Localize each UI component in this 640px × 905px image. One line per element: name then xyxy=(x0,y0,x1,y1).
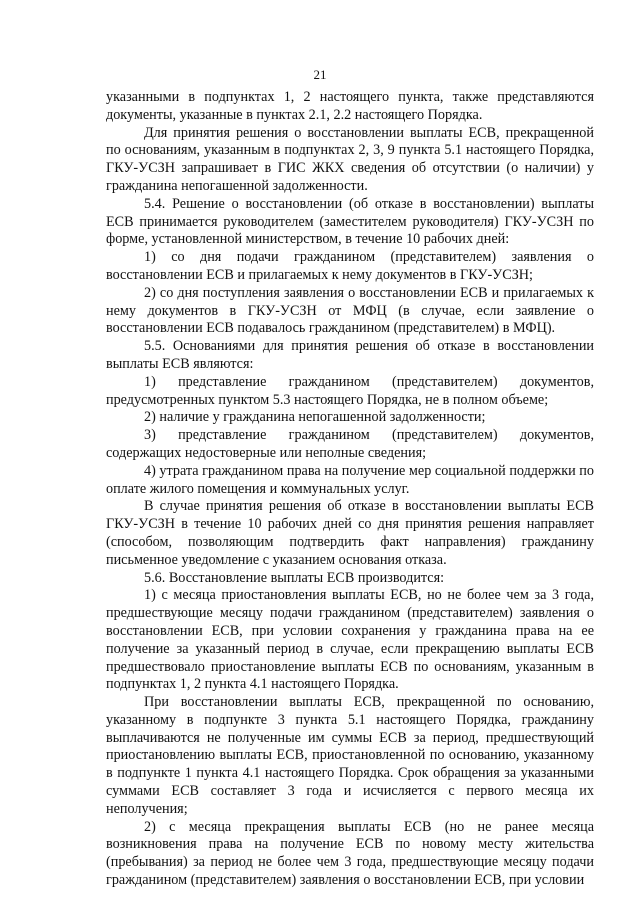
paragraph-continuation: указанными в подпунктах 1, 2 настоящего пункта, также представляются документы, указанные в пунктах 2.1, 2.2 настоящего Порядка. xyxy=(106,89,594,123)
paragraph-gis-request: Для принятия решения о восстановлении выплаты ЕСВ, прекращенной по основаниям, указанным в подпунктах 2, 3, 9 пункта 5.1 настоящего Порядка, ГКУ-УСЗН запрашивает в ГИС ЖКХ сведения об отсутствии (о наличии) у гражданина непогашенной задолженности. xyxy=(106,124,594,194)
paragraph-5-6-item-1: 1) с месяца приостановления выплаты ЕСВ, но не более чем за 3 года, предшествующие месяцу подачи гражданином (представителем) заявления о восстановлении ЕСВ, при условии сохранения у гражданина права на ее получение за указанный период в случае, если прекращению выплаты ЕСВ предшествовало приостановление выплаты ЕСВ по основаниям, указанным в подпунктах 1, 2 пункта 4.1 настоящего Порядка. xyxy=(106,587,594,693)
paragraph-5-6: 5.6. Восстановление выплаты ЕСВ производится: xyxy=(144,569,445,586)
paragraph-restoration-payments: При восстановлении выплаты ЕСВ, прекращенной по основанию, указанному в подпункте 3 пункта 5.1 настоящего Порядка, гражданину выплачиваются не полученные им суммы ЕСВ за период, предшествующий приостановлению выплаты ЕСВ, приостановленной по основанию, указанному в подпункте 1 пункта 4.1 настоящего Порядка. Срок обращения за указанными суммами ЕСВ составляет 3 года и исчисляется с первого месяца их неполучения; xyxy=(106,694,594,817)
document-body xyxy=(106,89,594,890)
paragraph-5-5-item-2: 2) наличие у гражданина непогашенной задолженности; xyxy=(144,409,486,426)
paragraph-5-5: 5.5. Основаниями для принятия решения об отказе в восстановлении выплаты ЕСВ являются: xyxy=(106,338,594,372)
paragraph-5-4-item-2: 2) со дня поступления заявления о восстановлении ЕСВ и прилагаемых к нему документов в ГКУ-УСЗН от МФЦ (в случае, если заявление о восстановлении ЕСВ подавалось гражданином (представителем) в МФЦ). xyxy=(106,284,594,337)
paragraph-refusal-notice: В случае принятия решения об отказе в восстановлении выплаты ЕСВ ГКУ-УСЗН в течение 10 рабочих дней со дня принятия решения направляет (способом, позволяющим подтвердить факт направления) гражданину письменное уведомление с указанием основания отказа. xyxy=(106,498,594,568)
paragraph-5-5-item-1: 1) представление гражданином (представителем) документов, предусмотренных пунктом 5.3 настоящего Порядка, не в полном объеме; xyxy=(106,373,594,408)
paragraph-5-5-item-4: 4) утрата гражданином права на получение мер социальной поддержки по оплате жилого помещения и коммунальных услуг. xyxy=(106,462,594,497)
paragraph-5-5-item-3: 3) представление гражданином (представителем) документов, содержащих недостоверные или неполные сведения; xyxy=(106,427,594,461)
paragraph-5-6-item-2: 2) с месяца прекращения выплаты ЕСВ (но не ранее месяца возникновения права на получение ЕСВ по новому месту жительства (пребывания) за период не более чем 3 года, предшествующие месяцу подачи гражданином (представителем) заявления о восстановлении ЕСВ, при условии xyxy=(106,818,594,889)
paragraph-5-4: 5.4. Решение о восстановлении (об отказе в восстановлении) выплаты ЕСВ принимается руководителем (заместителем руководителя) ГКУ-УСЗН по форме, установленной министерством, в течение 10 рабочих дней: xyxy=(106,195,594,248)
page-number: 21 xyxy=(313,67,327,82)
paragraph-5-4-item-1: 1) со дня подачи гражданином (представителем) заявления о восстановлении ЕСВ и прилагаемых к нему документов в ГКУ-УСЗН; xyxy=(106,249,594,283)
